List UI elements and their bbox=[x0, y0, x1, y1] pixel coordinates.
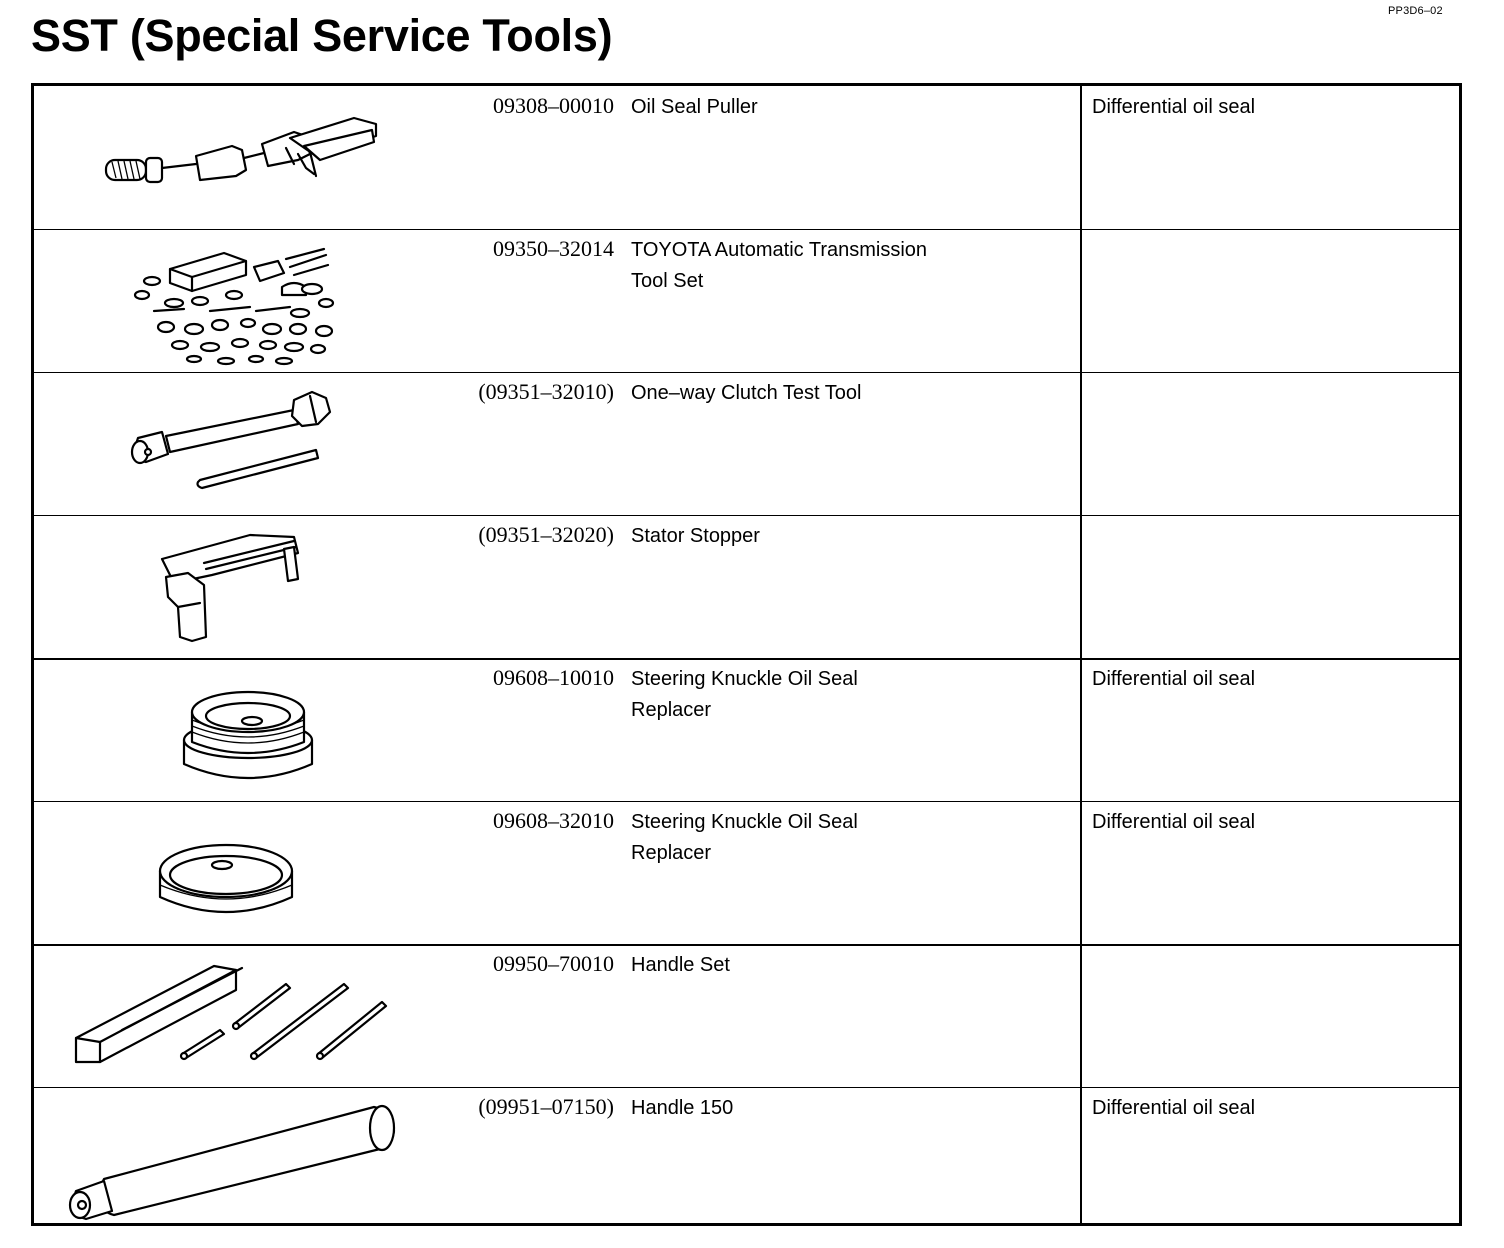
tool-name-line: Replacer bbox=[631, 842, 712, 864]
tool-name bbox=[631, 235, 1061, 297]
oil-seal-puller-icon bbox=[54, 88, 434, 227]
tool-name bbox=[631, 807, 1061, 869]
oil-seal-replacer-cup-icon bbox=[54, 803, 434, 942]
part-number: (09951–07150) bbox=[478, 1094, 614, 1119]
tool-name-line: Handle Set bbox=[631, 954, 730, 976]
table-row bbox=[34, 515, 1459, 658]
part-number: 09308–00010 bbox=[493, 93, 614, 118]
table-row bbox=[34, 944, 1459, 1087]
tool-name bbox=[631, 1093, 1061, 1124]
tool-name bbox=[631, 521, 1061, 552]
row-divider bbox=[34, 372, 1459, 373]
part-number: (09351–32010) bbox=[478, 379, 614, 404]
oil-seal-replacer-ribbed-icon bbox=[54, 660, 434, 799]
tool-name-line: Steering Knuckle Oil Seal bbox=[631, 668, 858, 690]
table-row bbox=[34, 801, 1459, 944]
stator-stopper-icon bbox=[54, 517, 434, 656]
part-number: (09351–32020) bbox=[478, 522, 614, 547]
row-divider bbox=[34, 229, 1459, 230]
table-row bbox=[34, 1087, 1459, 1230]
row-divider bbox=[34, 1087, 1459, 1088]
table-row bbox=[34, 86, 1459, 229]
page-title: SST (Special Service Tools) bbox=[31, 10, 613, 61]
clutch-test-tool-icon bbox=[54, 374, 434, 513]
table-row bbox=[34, 229, 1459, 372]
tool-name bbox=[631, 92, 1061, 123]
tool-name-line: Steering Knuckle Oil Seal bbox=[631, 811, 858, 833]
tool-use: Differential oil seal bbox=[1092, 1097, 1256, 1119]
sst-table bbox=[31, 83, 1462, 1226]
tool-use: Differential oil seal bbox=[1092, 811, 1256, 833]
part-number: 09350–32014 bbox=[493, 236, 614, 261]
table-row bbox=[34, 372, 1459, 515]
handle-150-icon bbox=[54, 1089, 434, 1228]
table-row bbox=[34, 658, 1459, 801]
tool-name-line: Stator Stopper bbox=[631, 525, 760, 547]
tool-name bbox=[631, 664, 1061, 726]
tool-name-line: TOYOTA Automatic Transmission bbox=[631, 239, 928, 261]
handle-set-icon bbox=[54, 946, 434, 1085]
part-number: 09950–70010 bbox=[493, 951, 614, 976]
part-number: 09608–10010 bbox=[493, 665, 614, 690]
tool-name-line: Tool Set bbox=[631, 270, 704, 292]
tool-name-line: Replacer bbox=[631, 699, 712, 721]
tool-use: Differential oil seal bbox=[1092, 668, 1256, 690]
row-divider bbox=[34, 801, 1459, 802]
part-number: 09608–32010 bbox=[493, 808, 614, 833]
tool-name bbox=[631, 378, 1061, 409]
tool-use: Differential oil seal bbox=[1092, 96, 1256, 118]
tool-name bbox=[631, 950, 1061, 981]
transmission-tool-set-icon bbox=[54, 231, 434, 370]
tool-name-line: One–way Clutch Test Tool bbox=[631, 382, 862, 404]
tool-name-line: Oil Seal Puller bbox=[631, 96, 758, 118]
row-divider bbox=[34, 515, 1459, 516]
tool-name-line: Handle 150 bbox=[631, 1097, 734, 1119]
page-code: PP3D6–02 bbox=[1388, 5, 1443, 17]
